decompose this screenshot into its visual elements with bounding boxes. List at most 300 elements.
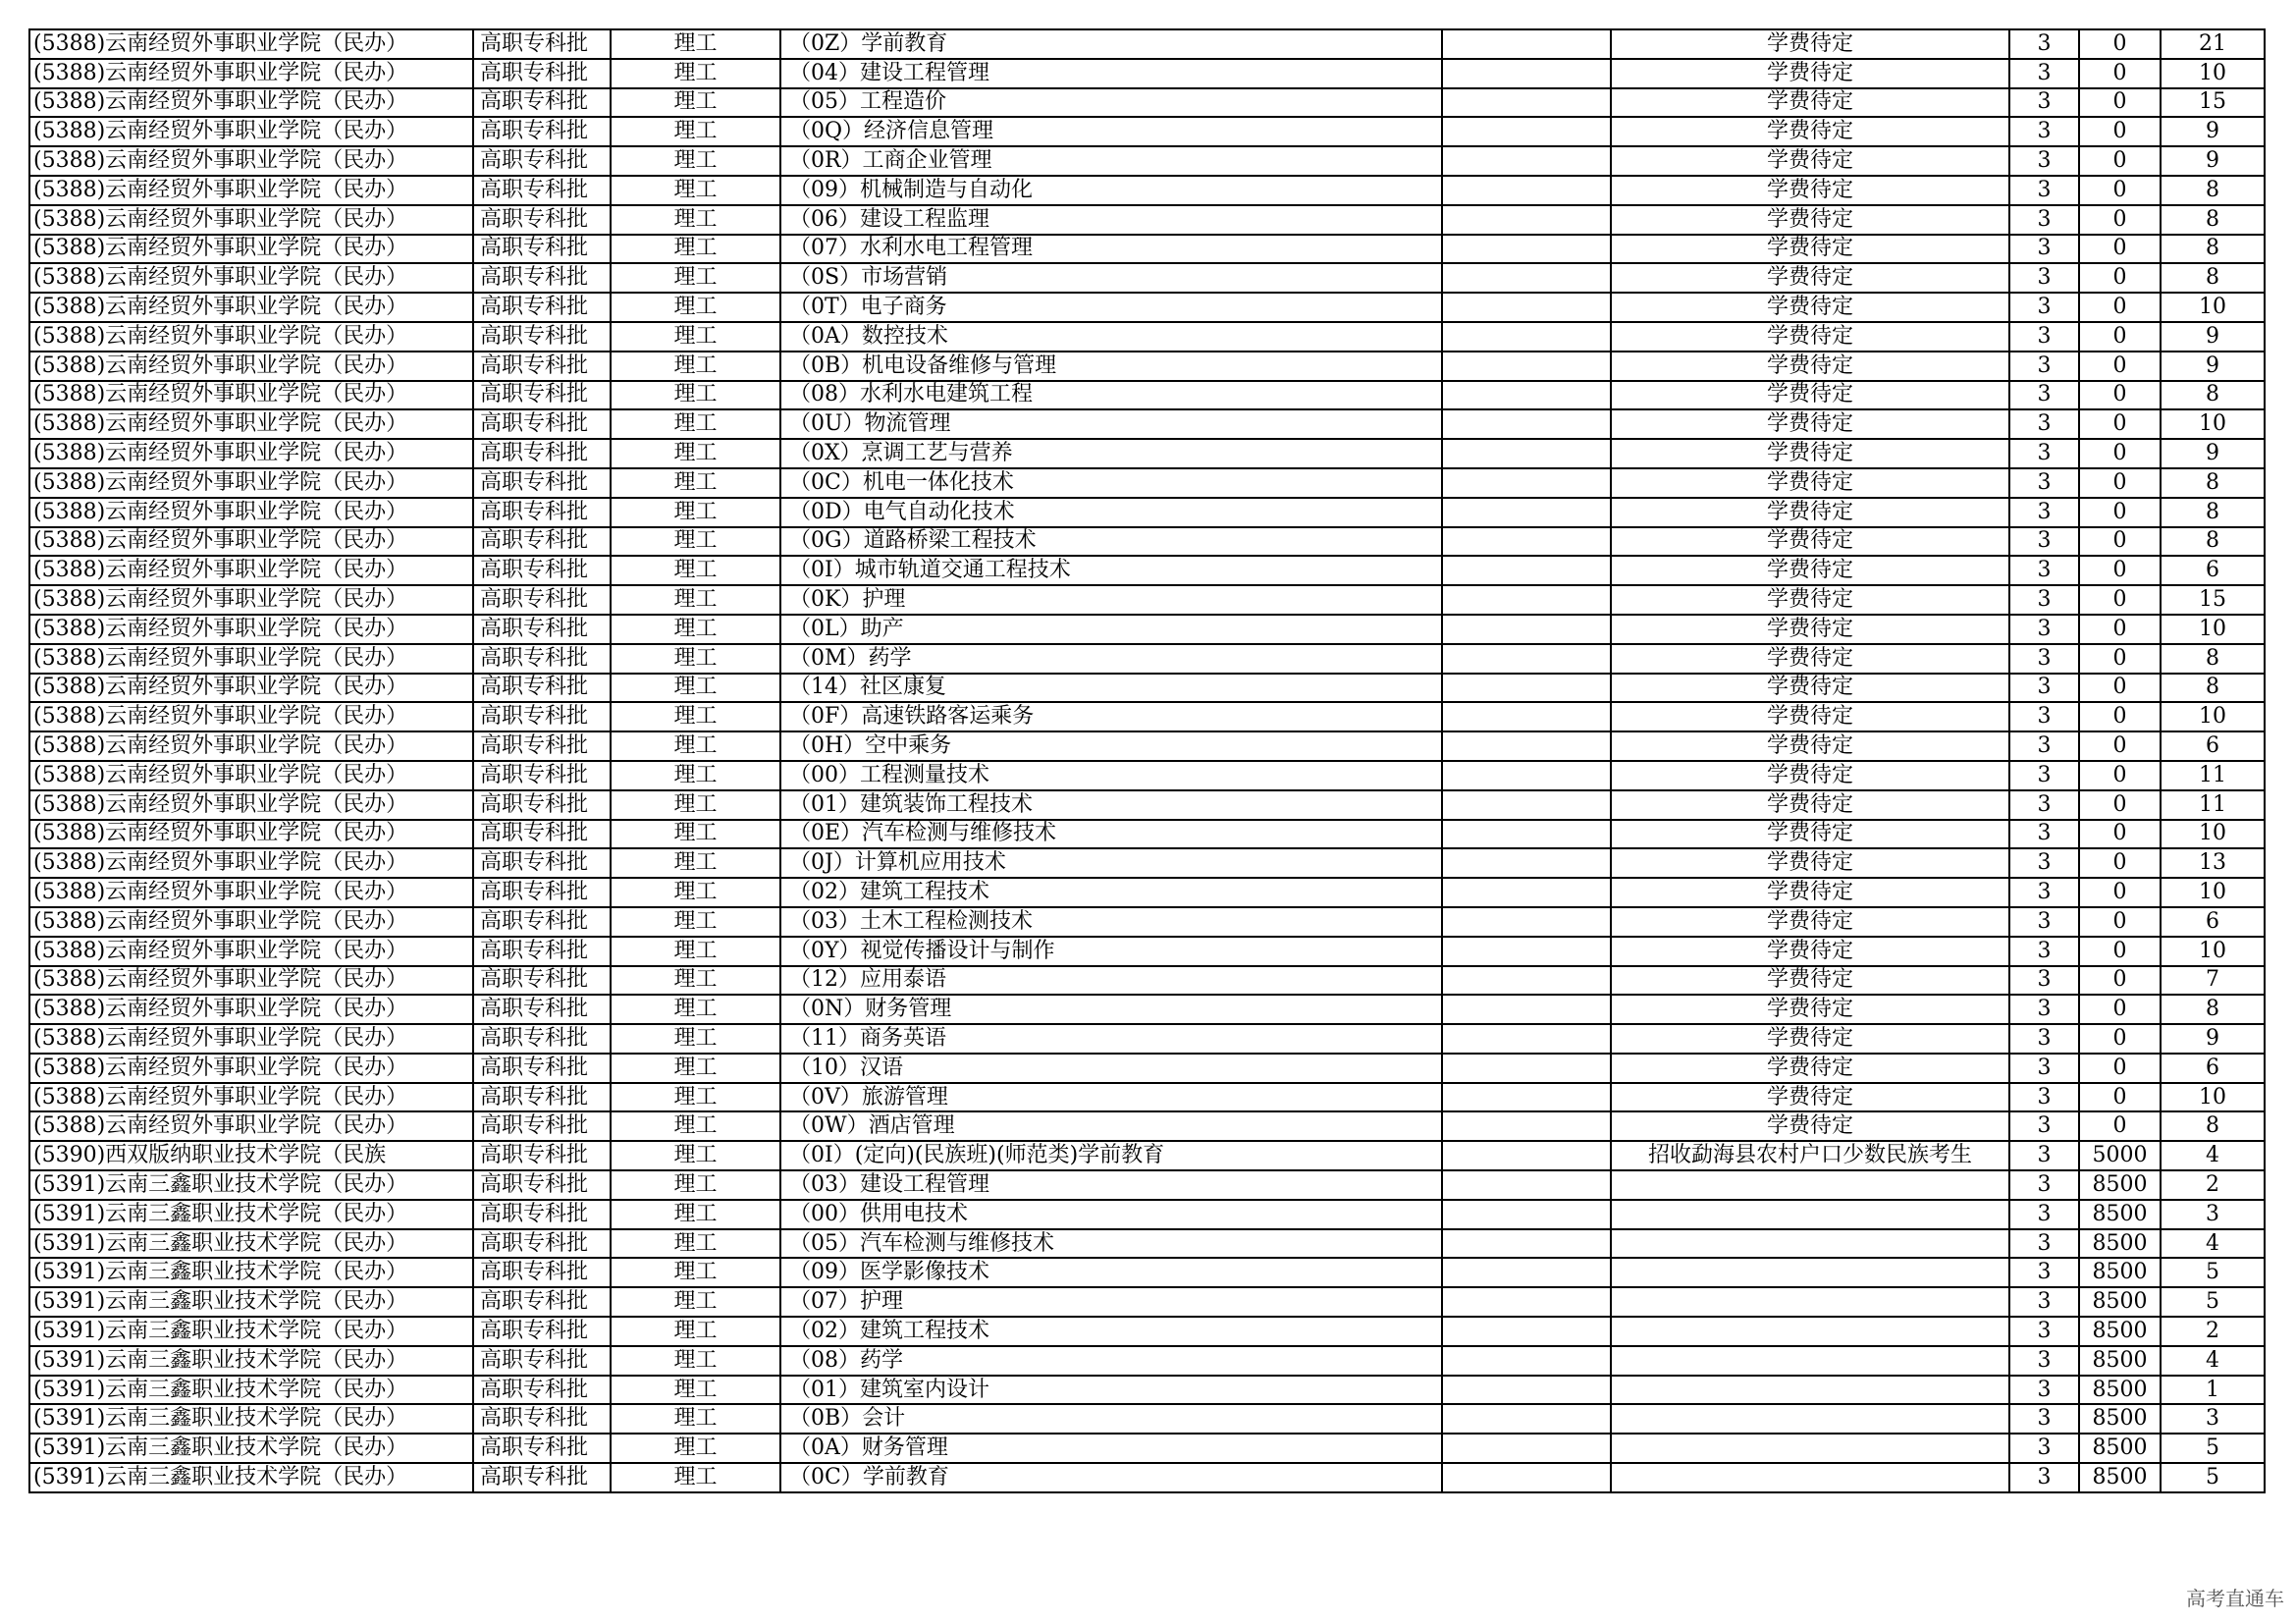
duration-cell: 3 xyxy=(2009,1024,2079,1054)
school-name-cell: (5388)云南经贸外事职业学院（民办） xyxy=(29,1054,473,1083)
batch-cell: 高职专科批 xyxy=(473,322,611,352)
remark-cell xyxy=(1442,848,1611,878)
table-row xyxy=(29,1083,2265,1112)
tuition-cell: 8500 xyxy=(2079,1200,2161,1229)
table-row xyxy=(29,1463,2265,1492)
note-cell xyxy=(1611,1229,2009,1259)
duration-cell: 3 xyxy=(2009,907,2079,937)
batch-cell: 高职专科批 xyxy=(473,176,611,205)
note-cell: 学费待定 xyxy=(1611,235,2009,264)
plan-count-cell: 8 xyxy=(2161,263,2265,293)
table-row xyxy=(29,761,2265,790)
school-name-cell: (5388)云南经贸外事职业学院（民办） xyxy=(29,527,473,557)
table-row xyxy=(29,878,2265,907)
remark-cell xyxy=(1442,1404,1611,1434)
school-name-cell: (5388)云南经贸外事职业学院（民办） xyxy=(29,907,473,937)
batch-cell: 高职专科批 xyxy=(473,615,611,644)
major-cell: （0C）机电一体化技术 xyxy=(780,468,1442,498)
tuition-cell: 0 xyxy=(2079,1054,2161,1083)
major-cell: （11）商务英语 xyxy=(780,1024,1442,1054)
major-cell: （03）建设工程管理 xyxy=(780,1170,1442,1200)
table-row xyxy=(29,1258,2265,1287)
table-row xyxy=(29,1141,2265,1170)
remark-cell xyxy=(1442,176,1611,205)
remark-cell xyxy=(1442,1054,1611,1083)
duration-cell: 3 xyxy=(2009,966,2079,996)
table-row xyxy=(29,1317,2265,1346)
remark-cell xyxy=(1442,205,1611,235)
school-name-cell: (5388)云南经贸外事职业学院（民办） xyxy=(29,615,473,644)
table-row xyxy=(29,1170,2265,1200)
duration-cell: 3 xyxy=(2009,381,2079,410)
table-row xyxy=(29,1287,2265,1317)
duration-cell: 3 xyxy=(2009,644,2079,674)
note-cell: 学费待定 xyxy=(1611,907,2009,937)
remark-cell xyxy=(1442,615,1611,644)
batch-cell: 高职专科批 xyxy=(473,585,611,615)
table-row xyxy=(29,1376,2265,1405)
remark-cell xyxy=(1442,293,1611,322)
table-row xyxy=(29,585,2265,615)
school-name-cell: (5391)云南三鑫职业技术学院（民办） xyxy=(29,1434,473,1463)
batch-cell: 高职专科批 xyxy=(473,29,611,59)
school-name-cell: (5388)云南经贸外事职业学院（民办） xyxy=(29,498,473,527)
table-row xyxy=(29,615,2265,644)
subject-type-cell: 理工 xyxy=(611,1141,780,1170)
enrollment-plan-table xyxy=(28,28,2266,1493)
major-cell: （05）工程造价 xyxy=(780,88,1442,118)
duration-cell: 3 xyxy=(2009,937,2079,966)
subject-type-cell: 理工 xyxy=(611,235,780,264)
subject-type-cell: 理工 xyxy=(611,878,780,907)
remark-cell xyxy=(1442,59,1611,88)
tuition-cell: 0 xyxy=(2079,731,2161,761)
remark-cell xyxy=(1442,1434,1611,1463)
remark-cell xyxy=(1442,937,1611,966)
school-name-cell: (5388)云南经贸外事职业学院（民办） xyxy=(29,761,473,790)
remark-cell xyxy=(1442,1463,1611,1492)
table-row xyxy=(29,205,2265,235)
remark-cell xyxy=(1442,1258,1611,1287)
plan-count-cell: 15 xyxy=(2161,88,2265,118)
plan-count-cell: 9 xyxy=(2161,352,2265,381)
duration-cell: 3 xyxy=(2009,1434,2079,1463)
tuition-cell: 0 xyxy=(2079,498,2161,527)
subject-type-cell: 理工 xyxy=(611,322,780,352)
batch-cell: 高职专科批 xyxy=(473,59,611,88)
batch-cell: 高职专科批 xyxy=(473,409,611,439)
subject-type-cell: 理工 xyxy=(611,176,780,205)
major-cell: （0F）高速铁路客运乘务 xyxy=(780,702,1442,731)
remark-cell xyxy=(1442,644,1611,674)
tuition-cell: 0 xyxy=(2079,117,2161,146)
table-row xyxy=(29,702,2265,731)
duration-cell: 3 xyxy=(2009,439,2079,468)
plan-count-cell: 8 xyxy=(2161,176,2265,205)
subject-type-cell: 理工 xyxy=(611,848,780,878)
subject-type-cell: 理工 xyxy=(611,293,780,322)
remark-cell xyxy=(1442,1170,1611,1200)
note-cell xyxy=(1611,1258,2009,1287)
table-row xyxy=(29,1346,2265,1376)
batch-cell: 高职专科批 xyxy=(473,263,611,293)
note-cell: 学费待定 xyxy=(1611,322,2009,352)
note-cell: 学费待定 xyxy=(1611,409,2009,439)
batch-cell: 高职专科批 xyxy=(473,1024,611,1054)
watermark: 高考直通车 xyxy=(2186,1587,2284,1610)
duration-cell: 3 xyxy=(2009,878,2079,907)
plan-count-cell: 6 xyxy=(2161,731,2265,761)
table-row xyxy=(29,1111,2265,1141)
school-name-cell: (5388)云南经贸外事职业学院（民办） xyxy=(29,674,473,703)
major-cell: （0K）护理 xyxy=(780,585,1442,615)
note-cell: 学费待定 xyxy=(1611,205,2009,235)
subject-type-cell: 理工 xyxy=(611,731,780,761)
tuition-cell: 0 xyxy=(2079,468,2161,498)
remark-cell xyxy=(1442,1083,1611,1112)
plan-count-cell: 10 xyxy=(2161,409,2265,439)
note-cell xyxy=(1611,1170,2009,1200)
tuition-cell: 0 xyxy=(2079,966,2161,996)
school-name-cell: (5388)云南经贸外事职业学院（民办） xyxy=(29,117,473,146)
plan-count-cell: 9 xyxy=(2161,117,2265,146)
plan-count-cell: 5 xyxy=(2161,1434,2265,1463)
major-cell: （0I）(定向)(民族班)(师范类)学前教育 xyxy=(780,1141,1442,1170)
plan-count-cell: 8 xyxy=(2161,527,2265,557)
tuition-cell: 8500 xyxy=(2079,1229,2161,1259)
batch-cell: 高职专科批 xyxy=(473,1346,611,1376)
duration-cell: 3 xyxy=(2009,235,2079,264)
subject-type-cell: 理工 xyxy=(611,29,780,59)
note-cell: 学费待定 xyxy=(1611,468,2009,498)
table-row xyxy=(29,59,2265,88)
note-cell xyxy=(1611,1434,2009,1463)
major-cell: （0J）计算机应用技术 xyxy=(780,848,1442,878)
duration-cell: 3 xyxy=(2009,995,2079,1024)
batch-cell: 高职专科批 xyxy=(473,498,611,527)
batch-cell: 高职专科批 xyxy=(473,235,611,264)
plan-count-cell: 10 xyxy=(2161,1083,2265,1112)
table-row xyxy=(29,409,2265,439)
table-row xyxy=(29,556,2265,585)
subject-type-cell: 理工 xyxy=(611,1346,780,1376)
plan-count-cell: 10 xyxy=(2161,820,2265,849)
note-cell: 学费待定 xyxy=(1611,263,2009,293)
note-cell: 学费待定 xyxy=(1611,937,2009,966)
duration-cell: 3 xyxy=(2009,527,2079,557)
tuition-cell: 0 xyxy=(2079,790,2161,820)
note-cell: 学费待定 xyxy=(1611,1111,2009,1141)
school-name-cell: (5390)西双版纳职业技术学院（民族 xyxy=(29,1141,473,1170)
duration-cell: 3 xyxy=(2009,1054,2079,1083)
major-cell: （06）建设工程监理 xyxy=(780,205,1442,235)
school-name-cell: (5388)云南经贸外事职业学院（民办） xyxy=(29,731,473,761)
batch-cell: 高职专科批 xyxy=(473,381,611,410)
subject-type-cell: 理工 xyxy=(611,761,780,790)
remark-cell xyxy=(1442,468,1611,498)
plan-count-cell: 10 xyxy=(2161,878,2265,907)
subject-type-cell: 理工 xyxy=(611,59,780,88)
duration-cell: 3 xyxy=(2009,263,2079,293)
batch-cell: 高职专科批 xyxy=(473,702,611,731)
note-cell: 学费待定 xyxy=(1611,995,2009,1024)
plan-count-cell: 7 xyxy=(2161,966,2265,996)
table-row xyxy=(29,498,2265,527)
plan-count-cell: 6 xyxy=(2161,907,2265,937)
note-cell: 学费待定 xyxy=(1611,59,2009,88)
subject-type-cell: 理工 xyxy=(611,1024,780,1054)
school-name-cell: (5391)云南三鑫职业技术学院（民办） xyxy=(29,1376,473,1405)
note-cell: 学费待定 xyxy=(1611,498,2009,527)
duration-cell: 3 xyxy=(2009,352,2079,381)
duration-cell: 3 xyxy=(2009,293,2079,322)
school-name-cell: (5388)云南经贸外事职业学院（民办） xyxy=(29,937,473,966)
major-cell: （0G）道路桥梁工程技术 xyxy=(780,527,1442,557)
remark-cell xyxy=(1442,966,1611,996)
batch-cell: 高职专科批 xyxy=(473,352,611,381)
school-name-cell: (5391)云南三鑫职业技术学院（民办） xyxy=(29,1170,473,1200)
duration-cell: 3 xyxy=(2009,322,2079,352)
batch-cell: 高职专科批 xyxy=(473,1463,611,1492)
school-name-cell: (5388)云南经贸外事职业学院（民办） xyxy=(29,1024,473,1054)
note-cell: 学费待定 xyxy=(1611,293,2009,322)
batch-cell: 高职专科批 xyxy=(473,1111,611,1141)
table-row xyxy=(29,235,2265,264)
remark-cell xyxy=(1442,322,1611,352)
batch-cell: 高职专科批 xyxy=(473,820,611,849)
school-name-cell: (5388)云南经贸外事职业学院（民办） xyxy=(29,1083,473,1112)
tuition-cell: 0 xyxy=(2079,995,2161,1024)
school-name-cell: (5388)云南经贸外事职业学院（民办） xyxy=(29,352,473,381)
major-cell: （01）建筑装饰工程技术 xyxy=(780,790,1442,820)
batch-cell: 高职专科批 xyxy=(473,205,611,235)
plan-count-cell: 3 xyxy=(2161,1404,2265,1434)
note-cell: 学费待定 xyxy=(1611,615,2009,644)
table-row xyxy=(29,1229,2265,1259)
batch-cell: 高职专科批 xyxy=(473,644,611,674)
school-name-cell: (5388)云南经贸外事职业学院（民办） xyxy=(29,1111,473,1141)
plan-count-cell: 5 xyxy=(2161,1463,2265,1492)
remark-cell xyxy=(1442,907,1611,937)
remark-cell xyxy=(1442,352,1611,381)
remark-cell xyxy=(1442,409,1611,439)
tuition-cell: 0 xyxy=(2079,907,2161,937)
remark-cell xyxy=(1442,556,1611,585)
tuition-cell: 0 xyxy=(2079,644,2161,674)
plan-count-cell: 10 xyxy=(2161,293,2265,322)
table-row xyxy=(29,263,2265,293)
plan-count-cell: 8 xyxy=(2161,498,2265,527)
batch-cell: 高职专科批 xyxy=(473,1054,611,1083)
school-name-cell: (5388)云南经贸外事职业学院（民办） xyxy=(29,556,473,585)
plan-count-cell: 2 xyxy=(2161,1317,2265,1346)
table-row xyxy=(29,1024,2265,1054)
duration-cell: 3 xyxy=(2009,615,2079,644)
batch-cell: 高职专科批 xyxy=(473,1229,611,1259)
school-name-cell: (5391)云南三鑫职业技术学院（民办） xyxy=(29,1258,473,1287)
table-row xyxy=(29,322,2265,352)
note-cell: 招收勐海县农村户口少数民族考生 xyxy=(1611,1141,2009,1170)
subject-type-cell: 理工 xyxy=(611,88,780,118)
tuition-cell: 0 xyxy=(2079,527,2161,557)
batch-cell: 高职专科批 xyxy=(473,468,611,498)
major-cell: （04）建设工程管理 xyxy=(780,59,1442,88)
subject-type-cell: 理工 xyxy=(611,1111,780,1141)
remark-cell xyxy=(1442,1376,1611,1405)
subject-type-cell: 理工 xyxy=(611,1258,780,1287)
table-row xyxy=(29,1404,2265,1434)
tuition-cell: 0 xyxy=(2079,352,2161,381)
subject-type-cell: 理工 xyxy=(611,1317,780,1346)
subject-type-cell: 理工 xyxy=(611,585,780,615)
tuition-cell: 0 xyxy=(2079,556,2161,585)
duration-cell: 3 xyxy=(2009,790,2079,820)
duration-cell: 3 xyxy=(2009,1229,2079,1259)
major-cell: （0T）电子商务 xyxy=(780,293,1442,322)
major-cell: （0W）酒店管理 xyxy=(780,1111,1442,1141)
subject-type-cell: 理工 xyxy=(611,1229,780,1259)
duration-cell: 3 xyxy=(2009,1404,2079,1434)
note-cell: 学费待定 xyxy=(1611,848,2009,878)
duration-cell: 3 xyxy=(2009,88,2079,118)
plan-count-cell: 8 xyxy=(2161,235,2265,264)
remark-cell xyxy=(1442,1317,1611,1346)
plan-count-cell: 9 xyxy=(2161,439,2265,468)
subject-type-cell: 理工 xyxy=(611,644,780,674)
school-name-cell: (5388)云南经贸外事职业学院（民办） xyxy=(29,235,473,264)
remark-cell xyxy=(1442,381,1611,410)
subject-type-cell: 理工 xyxy=(611,1083,780,1112)
tuition-cell: 0 xyxy=(2079,293,2161,322)
tuition-cell: 8500 xyxy=(2079,1170,2161,1200)
school-name-cell: (5388)云南经贸外事职业学院（民办） xyxy=(29,966,473,996)
subject-type-cell: 理工 xyxy=(611,146,780,176)
duration-cell: 3 xyxy=(2009,1111,2079,1141)
plan-count-cell: 8 xyxy=(2161,468,2265,498)
remark-cell xyxy=(1442,995,1611,1024)
note-cell: 学费待定 xyxy=(1611,29,2009,59)
major-cell: （0L）助产 xyxy=(780,615,1442,644)
batch-cell: 高职专科批 xyxy=(473,146,611,176)
school-name-cell: (5388)云南经贸外事职业学院（民办） xyxy=(29,468,473,498)
table-row xyxy=(29,848,2265,878)
major-cell: （0Z）学前教育 xyxy=(780,29,1442,59)
subject-type-cell: 理工 xyxy=(611,790,780,820)
remark-cell xyxy=(1442,1229,1611,1259)
major-cell: （0Q）经济信息管理 xyxy=(780,117,1442,146)
remark-cell xyxy=(1442,527,1611,557)
major-cell: （0A）财务管理 xyxy=(780,1434,1442,1463)
note-cell xyxy=(1611,1404,2009,1434)
subject-type-cell: 理工 xyxy=(611,381,780,410)
remark-cell xyxy=(1442,820,1611,849)
tuition-cell: 8500 xyxy=(2079,1287,2161,1317)
tuition-cell: 0 xyxy=(2079,878,2161,907)
school-name-cell: (5388)云南经贸外事职业学院（民办） xyxy=(29,176,473,205)
duration-cell: 3 xyxy=(2009,1376,2079,1405)
school-name-cell: (5388)云南经贸外事职业学院（民办） xyxy=(29,293,473,322)
table-row xyxy=(29,790,2265,820)
tuition-cell: 0 xyxy=(2079,848,2161,878)
note-cell: 学费待定 xyxy=(1611,176,2009,205)
major-cell: （0R）工商企业管理 xyxy=(780,146,1442,176)
table-row xyxy=(29,1054,2265,1083)
table-row xyxy=(29,820,2265,849)
duration-cell: 3 xyxy=(2009,585,2079,615)
batch-cell: 高职专科批 xyxy=(473,1170,611,1200)
remark-cell xyxy=(1442,878,1611,907)
batch-cell: 高职专科批 xyxy=(473,731,611,761)
batch-cell: 高职专科批 xyxy=(473,1317,611,1346)
note-cell: 学费待定 xyxy=(1611,117,2009,146)
subject-type-cell: 理工 xyxy=(611,117,780,146)
school-name-cell: (5388)云南经贸外事职业学院（民办） xyxy=(29,848,473,878)
major-cell: （08）水利水电建筑工程 xyxy=(780,381,1442,410)
duration-cell: 3 xyxy=(2009,409,2079,439)
major-cell: （14）社区康复 xyxy=(780,674,1442,703)
note-cell: 学费待定 xyxy=(1611,966,2009,996)
table-row xyxy=(29,731,2265,761)
subject-type-cell: 理工 xyxy=(611,263,780,293)
school-name-cell: (5391)云南三鑫职业技术学院（民办） xyxy=(29,1463,473,1492)
plan-count-cell: 13 xyxy=(2161,848,2265,878)
subject-type-cell: 理工 xyxy=(611,1463,780,1492)
batch-cell: 高职专科批 xyxy=(473,966,611,996)
plan-count-cell: 6 xyxy=(2161,1054,2265,1083)
major-cell: （09）机械制造与自动化 xyxy=(780,176,1442,205)
school-name-cell: (5388)云南经贸外事职业学院（民办） xyxy=(29,263,473,293)
major-cell: （0X）烹调工艺与营养 xyxy=(780,439,1442,468)
tuition-cell: 0 xyxy=(2079,674,2161,703)
subject-type-cell: 理工 xyxy=(611,409,780,439)
major-cell: （0S）市场营销 xyxy=(780,263,1442,293)
school-name-cell: (5388)云南经贸外事职业学院（民办） xyxy=(29,439,473,468)
school-name-cell: (5391)云南三鑫职业技术学院（民办） xyxy=(29,1404,473,1434)
note-cell: 学费待定 xyxy=(1611,1024,2009,1054)
subject-type-cell: 理工 xyxy=(611,1404,780,1434)
major-cell: （01）建筑室内设计 xyxy=(780,1376,1442,1405)
school-name-cell: (5391)云南三鑫职业技术学院（民办） xyxy=(29,1229,473,1259)
table-row xyxy=(29,644,2265,674)
note-cell: 学费待定 xyxy=(1611,878,2009,907)
tuition-cell: 8500 xyxy=(2079,1434,2161,1463)
tuition-cell: 0 xyxy=(2079,585,2161,615)
tuition-cell: 0 xyxy=(2079,88,2161,118)
duration-cell: 3 xyxy=(2009,1170,2079,1200)
remark-cell xyxy=(1442,674,1611,703)
major-cell: （08）药学 xyxy=(780,1346,1442,1376)
subject-type-cell: 理工 xyxy=(611,674,780,703)
plan-count-cell: 4 xyxy=(2161,1141,2265,1170)
major-cell: （03）土木工程检测技术 xyxy=(780,907,1442,937)
note-cell xyxy=(1611,1463,2009,1492)
batch-cell: 高职专科批 xyxy=(473,674,611,703)
batch-cell: 高职专科批 xyxy=(473,556,611,585)
major-cell: （07）水利水电工程管理 xyxy=(780,235,1442,264)
remark-cell xyxy=(1442,1200,1611,1229)
major-cell: （0U）物流管理 xyxy=(780,409,1442,439)
remark-cell xyxy=(1442,146,1611,176)
tuition-cell: 0 xyxy=(2079,702,2161,731)
subject-type-cell: 理工 xyxy=(611,937,780,966)
table-body xyxy=(29,29,2265,1492)
duration-cell: 3 xyxy=(2009,1200,2079,1229)
batch-cell: 高职专科批 xyxy=(473,527,611,557)
table-row xyxy=(29,293,2265,322)
plan-count-cell: 3 xyxy=(2161,1200,2265,1229)
plan-count-cell: 8 xyxy=(2161,1111,2265,1141)
table-row xyxy=(29,995,2265,1024)
